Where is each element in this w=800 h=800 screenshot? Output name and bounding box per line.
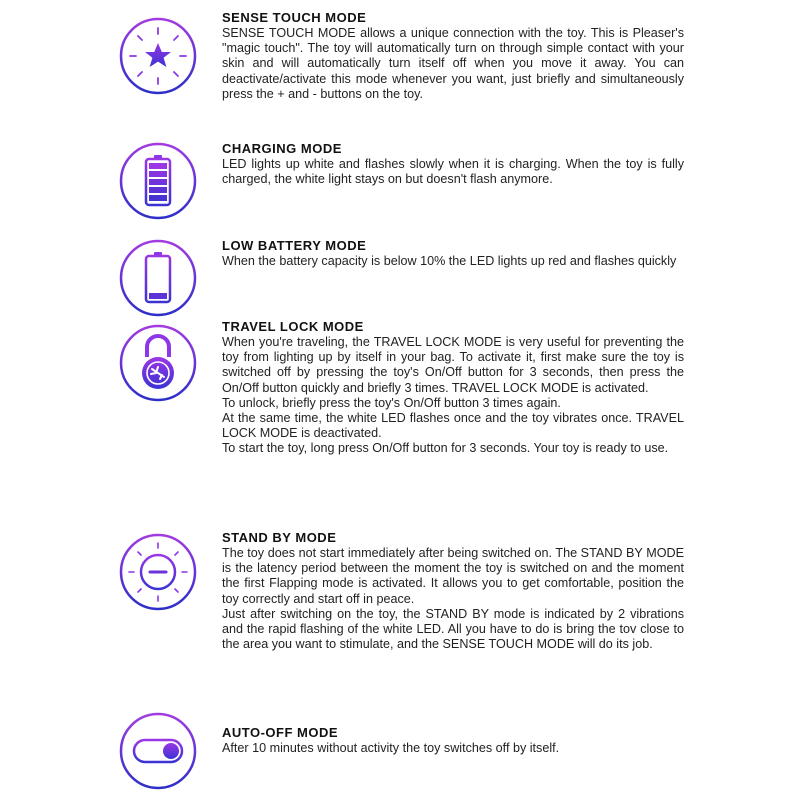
full-battery-icon [118,141,198,221]
section-paragraph: Just after switching on the toy, the STAND BY mode is indicated by 2 vibrations and the rapid flashing of the white LED. All you have to do is bring the tov close to the area you want to stimulate, and the SENSE TOUCH MODE will do its job. [222,606,684,652]
section-title: AUTO-OFF MODE [222,725,339,740]
section-paragraph: When the battery capacity is below 10% the LED lights up red and flashes quickly [222,254,677,268]
section-title: LOW BATTERY MODE [222,238,367,253]
section-paragraph: To unlock, briefly press the toy's On/Off button 3 times again. [222,395,561,410]
section-paragraph: When you're traveling, the TRAVEL LOCK MODE is very useful for preventing the toy from lighting up by itself in your bag. To activate it, first make sure the toy is switched off by pressing the toy's On/Off button for 3 seconds, then press the On/Off button quickly and briefly 3 times. TRAVEL LOCK MODE is activated. [222,335,684,395]
low-battery-icon [118,238,198,318]
section-paragraph: To start the toy, long press On/Off button for 3 seconds. Your toy is ready to use. [222,441,669,456]
star-burst-icon [118,16,198,96]
travel-lock-icon [118,323,198,403]
section-title: CHARGING MODE [222,141,342,156]
section-paragraph: At the same time, the white LED flashes once and the toy vibrates once. TRAVEL LOCK MODE is deactivated. [222,411,684,441]
section-paragraph: LED lights up white and flashes slowly when it is charging. When the toy is fully charged, the white light stays on but doesn't flash anymore. [222,157,684,187]
section-title: SENSE TOUCH MODE [222,10,367,25]
stand-by-icon [118,532,198,612]
section-paragraph: SENSE TOUCH MODE allows a unique connection with the toy. This is Pleaser's "magic touch". The toy will automatically turn on through simple contact with your skin and will automatically turn itself off when you move it away. You can deactivate/activate this mode whenever you want, just briefly and simultaneously press the + and - buttons on the toy. [222,26,684,101]
section-title: TRAVEL LOCK MODE [222,319,364,334]
section-title: STAND BY MODE [222,530,337,545]
section-paragraph: The toy does not start immediately after being switched on. The STAND BY MODE is the latency period between the moment the toy is switched on and the moment the first Flapping mode is activated. It allows you to get comfortable, position the toy correctly and start off in peace. [222,546,684,606]
toggle-switch-icon [118,711,198,791]
section-paragraph: After 10 minutes without activity the toy switches off by itself. [222,741,560,755]
